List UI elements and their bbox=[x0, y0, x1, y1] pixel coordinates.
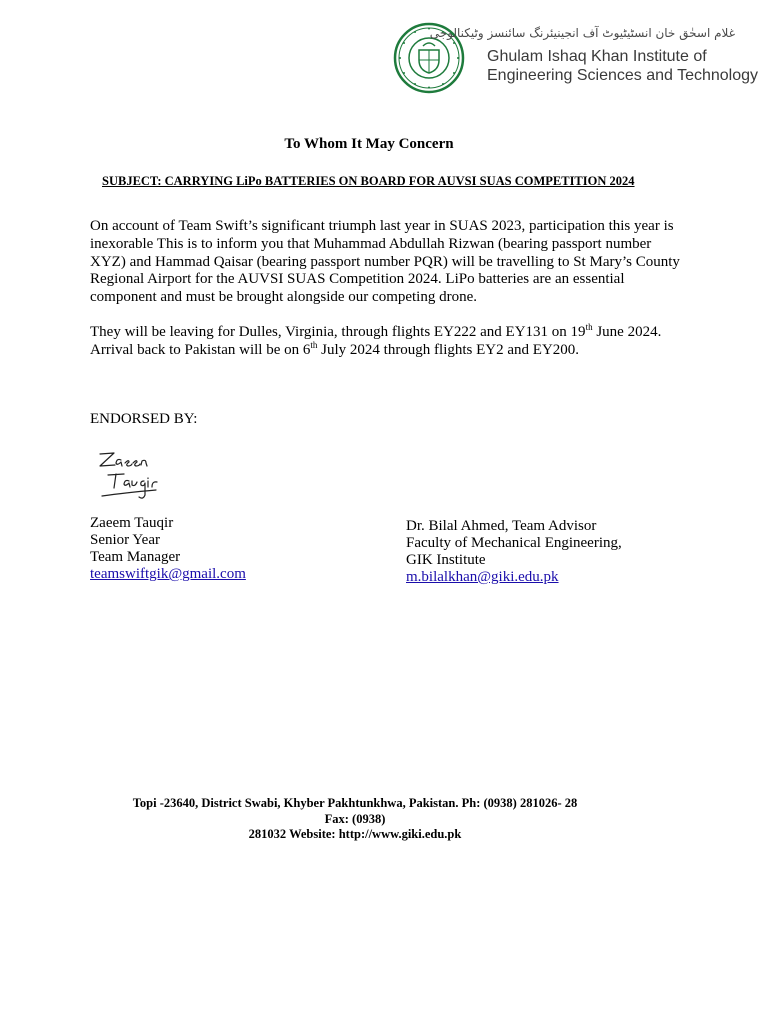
salutation-heading: To Whom It May Concern bbox=[284, 136, 454, 152]
body-paragraph-1: On account of Team Swift’s significant triumph last year in SUAS 2023, participation this year is inexorable This is to inform you that Muhammad Abdullah Rizwan (bearing passport number XYZ) and Hammad Qaisar (bearing passport number PQR) will be travelling to St Mary’s County Regional Airport for the AUVSI SUAS Competition 2024. LiPo batteries are an essential component and must be brought alongside our competing drone. bbox=[90, 218, 680, 306]
travel-text-a: They will be leaving for Dulles, Virginia, through flights EY222 and EY131 on 19 bbox=[90, 324, 586, 340]
signatory-name: Dr. Bilal Ahmed, Team Advisor bbox=[406, 518, 597, 534]
travel-text-c: July 2024 through flights EY2 and EY200. bbox=[317, 341, 580, 358]
signatory-institute: GIK Institute bbox=[406, 552, 486, 568]
institute-name-line2: Engineering Sciences and Technology bbox=[487, 67, 759, 84]
footer-line-2: Fax: (0938) bbox=[324, 811, 386, 826]
endorsed-by-label: ENDORSED BY: bbox=[90, 411, 198, 427]
handwritten-signature bbox=[94, 448, 164, 506]
subject-line: SUBJECT: CARRYING LiPo BATTERIES ON BOARD FOR AUVSI SUAS COMPETITION 2024 bbox=[102, 174, 635, 188]
signatory-role: Team Manager bbox=[90, 549, 181, 565]
signatory-faculty: Faculty of Mechanical Engineering, bbox=[406, 535, 622, 551]
travel-text-b: June 2024. Arrival back to Pakistan will be on 6 bbox=[90, 324, 662, 358]
signatory-year: Senior Year bbox=[90, 532, 160, 548]
institute-name-line1: Ghulam Ishaq Khan Institute of bbox=[487, 48, 707, 65]
footer-line-1: Topi -23640, District Swabi, Khyber Pakhtunkhwa, Pakistan. Ph: (0938) 281026- 28 bbox=[132, 796, 578, 810]
email-link[interactable]: teamswiftgik@gmail.com bbox=[90, 566, 246, 582]
body-paragraph-2 bbox=[90, 324, 690, 360]
signatory-right bbox=[406, 518, 622, 586]
signatory-name: Zaeem Tauqir bbox=[90, 515, 174, 531]
ordinal-suffix: th bbox=[310, 339, 318, 350]
email-link[interactable]: m.bilalkhan@giki.edu.pk bbox=[406, 569, 559, 585]
ordinal-suffix: th bbox=[585, 322, 593, 332]
institute-name-urdu: غلام اسحٰق خان انسٹیٹیوٹ آف انجینیئرنگ سائنسز وٹیکنالوجی bbox=[429, 26, 735, 40]
signatory-left bbox=[90, 515, 246, 583]
footer-line-3: 281032 Website: http://www.giki.edu.pk bbox=[248, 827, 462, 841]
footer-address bbox=[0, 796, 710, 843]
